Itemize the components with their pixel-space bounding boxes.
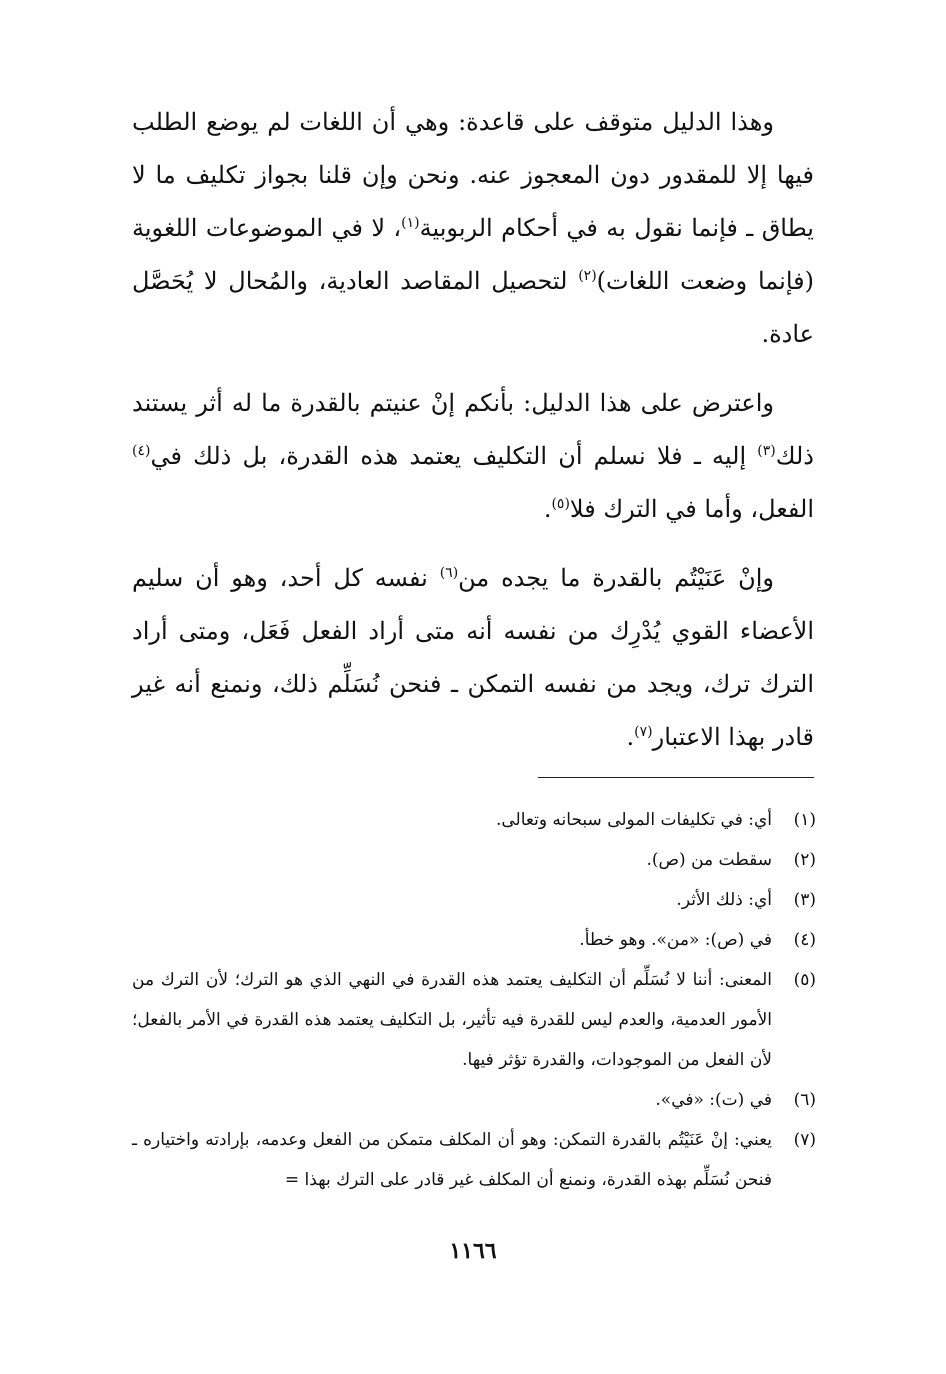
- footnote-text: المعنى: أننا لا نُسَلِّم أن التكليف يعتمد هذه القدرة في النهي الذي هو الترك؛ لأن الترك من الأمور العدمية، والعدم ليس للقدرة فيه تأثير، بل التكليف يعتمد هذه القدرة في الأمر بالفعل؛ لأن الفعل من الموجودات، والقدرة تؤثر فيها.: [132, 970, 772, 1070]
- footnote-text: يعني: إنْ عَنَيْتُم بالقدرة التمكن: وهو أن المكلف متمكن من الفعل وعدمه، بإرادته واختياره ـ فنحن نُسَلِّم بهذه القدرة، ونمنع أن المكلف غير قادر على الترك بهذا =: [132, 1130, 772, 1190]
- paragraph-text: الفعل، وأما في الترك فلا: [569, 495, 814, 523]
- footnotes-section: [132, 800, 816, 1200]
- footnote-text: أي: في تكليفات المولى سبحانه وتعالى.: [495, 810, 772, 830]
- footnote: [132, 800, 816, 840]
- footnote-number: (١): [793, 810, 816, 830]
- footnote-reference: (٣): [757, 443, 776, 459]
- paragraph-text: .: [543, 495, 552, 523]
- footnote: [132, 1080, 816, 1120]
- paragraph-text: ، لا في الموضوعات اللغوية (فإنما وضعت اللغات): [132, 214, 814, 295]
- paragraph: [132, 377, 814, 536]
- footnote-reference: (١): [401, 215, 420, 231]
- footnote-number: (٣): [793, 890, 816, 910]
- footnote-number: (٢): [793, 850, 816, 870]
- footnote-reference: (٤): [132, 443, 151, 459]
- footnote-number: (٦): [793, 1090, 816, 1110]
- footnote-reference: (٥): [551, 496, 570, 512]
- footnote-reference: (٦): [439, 565, 459, 581]
- footnote-divider: [538, 777, 814, 778]
- main-text-body: [132, 96, 814, 780]
- footnote: [132, 880, 816, 920]
- footnote: [132, 920, 816, 960]
- paragraph-text: .: [626, 723, 635, 751]
- paragraph-text: نفسه كل أحد، وهو أن سليم الأعضاء القوي يُدْرِك من نفسه أنه متى أراد الفعل فَعَل، ومتى أراد الترك ترك، ويجد من نفسه التمكن ـ فنحن نُسَلِّم ذلك، ونمنع أنه غير قادر بهذا الاعتبار: [132, 564, 814, 751]
- paragraph-text: لتحصيل المقاصد العادية، والمُحال لا يُحَصَّل عادة.: [132, 267, 814, 348]
- footnote-number: (٧): [793, 1130, 816, 1150]
- footnote-text: سقطت من (ص).: [646, 850, 772, 870]
- footnote-text: في (ص): «من». وهو خطأ.: [579, 930, 772, 950]
- footnote-reference: (٧): [634, 724, 653, 740]
- page-number: ١١٦٦: [449, 1238, 497, 1264]
- footnote-number: (٥): [793, 970, 816, 990]
- paragraph-text: وهذا الدليل متوقف على قاعدة: وهي أن اللغات لم يوضع الطلب فيها إلا للمقدور دون المعجوز عنه. ونحن وإن قلنا بجواز تكليف ما لا يطاق ـ فإنما نقول به في أحكام الربوبية: [132, 108, 814, 242]
- paragraph: [132, 96, 814, 361]
- footnote-text: أي: ذلك الأثر.: [676, 890, 772, 910]
- paragraph-text: وإنْ عَنَيْتُم بالقدرة ما يجده من: [458, 564, 775, 592]
- paragraph-text: إليه ـ فلا نسلم أن التكليف يعتمد هذه القدرة، بل ذلك في: [150, 442, 758, 470]
- footnote-number: (٤): [793, 930, 816, 950]
- paragraph: [132, 552, 814, 764]
- footnote: [132, 1120, 816, 1200]
- footnote-text: في (ت): «في».: [655, 1090, 772, 1110]
- footnote-reference: (٢): [578, 268, 597, 284]
- paragraph-text: واعترض على هذا الدليل: بأنكم إنْ عنيتم بالقدرة ما له أثر يستند ذلك: [132, 389, 814, 470]
- footnote: [132, 840, 816, 880]
- footnote: [132, 960, 816, 1080]
